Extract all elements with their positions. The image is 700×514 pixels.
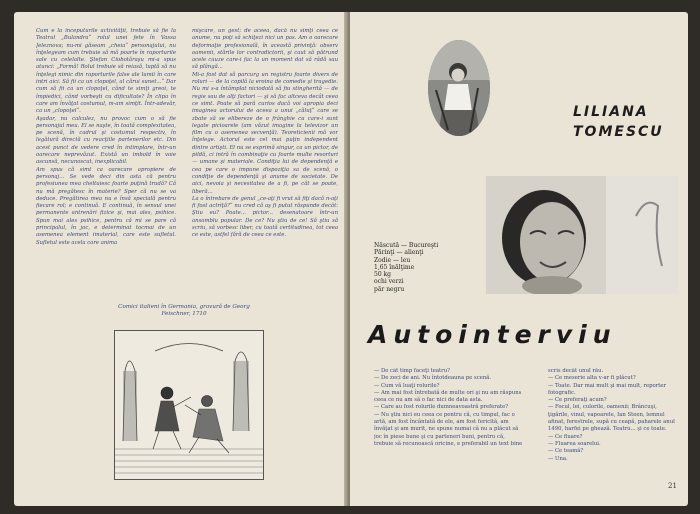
actress-name: [573, 102, 664, 142]
biographical-facts: Născută — Bucureşti Părinţi — alienţi Zodie — leu 1,65 înălţime 50 kg ochi verzi păr negru: [374, 242, 439, 293]
actress-face-photo: [486, 176, 678, 294]
engraving-illustration: [114, 330, 264, 480]
child-portrait-photo: [428, 40, 490, 136]
left-text-column-1: Cum e la începuturile activităţii, trebuie să fie la Teatrul „Bulandra“ rolul unei fete în Vassa Jeleznova; nu-mi găseam „cheia“ personajului, nu înţelegeam cum trebuie să mă poarte în raporturile sale cu celelalte. Ştefan Ciobotăraşu mi-a spus atunci: „Formă! Rolul trebuie să reiasă, luptă să nu înţelegi nimic din raporturile false ale lumii în care intri aici. Să fii ca un clopoţel, al cărui sunet...“ Dar cum să fii ca un clopoţel, când te simţi greoi, te împiedici, când vorbeşti cu dificultate? În clipa în care am învăţat costumul, m-am simţit. Într-adevăr, ca un „clopoţel“. Aşadar, nu calculez, nu provoc cum o să fie personajul meu. El se naşte, în toată complexitatea, pe scenă, în cadrul şi costumul respectiv, în legătură directă cu reacţiile partenerilor etc. Din acest punct de vedere cred în intimplare, într-un oarecare neprevăzut. Există un imbold în voie ascunsă, necunoscut, inexplicabil. Am spus că simt ca oarecare apropiere de personaj... Se vede deci din asta că pentru profesiunea mea cheltuiesc foarte puţină trudă? Că nu mă pregătesc în materie? Sper că nu se va deduce. Pregătirea mea nu e însă specială pentru fiecare rol; e continuă. E continuă, în sensul unei permanente antrenări fizice şi, mai ales, psihice. Spun mai ales psihice, pentru că mi se pare că principalul, în joc, e determinat tocmai de un asemenea element imaterial, care este sufletul. Sufletul este acela care anima: [36, 28, 176, 246]
interview-column-1: — De cât timp faceţi teatru? — De zeci de ani. Nu întotdeauna pe scenă. — Cum vă luaţi rolurile? — Am mai fost întrebată de multe ori şi nu am răspuns ceea ce nu am să o fac nici de data asta. — Care au fost rolurile dumneavoastră preferate? — Nu ştiu nici eu ceea ce pentru că, cu timpul, fac o artă, am fost încântată de ele, am fost fericită, am învăţat şi am murit, ne spune numai că nu a plăcut să joc în piese bune şi cu parteneri buni, pentru că, trebuie să recunoască oricine, e preferabil un text bine: [374, 368, 523, 447]
article-title: Autointerviu: [368, 320, 617, 349]
engraving-caption: Comici italieni în Germania, gravură de Georg Feischner, 1710: [118, 304, 250, 317]
interview-column-2: scris decât unul rău. — Ce meserie alta v-ar fi plăcut? — Toate. Dar mai mult şi mai mult, reporter fotografic. — Ce preferaţi acum? — Focul, lei, culorile, oamenii; Brâncuşi, ţigările, vinul, vapoarele, Ian Steen, lemnul afinat, ferestrele, supă cu ceapă, paharele anul 1490, harfei pe ghează. Teatru... şi ce toate. — Ce fluare? — Fluarea soarelui. — Ce teamă? — Una.: [548, 368, 675, 462]
left-text-column-2: mişcare, un gest; de aceea, dacă nu simţi ceea ce anume, nu poţi să schiţezi nici un pas. Am o oarecare deformaţie profesională, în această privinţă: observ oamenii, stările lor contradictorii, şi caut să pătrund acele cauze care-i fac la un moment dat să râdă sau să plângă... Mi-a fost dat să parcurg un registru foarte divers de roluri — de la copilă la eroina de comedie şi tragedie. Nu mi s-a întâmplat niciodată să fiu stingherită — de regie sau de alţi factori — şi să fac altceva decât ceea ce simt. Poate să pară curios dacă voi apropia deci imaginea actorului de aceea a unui „căluţ“ care se zbate să se elibereze de o frânghie cu care-i sunt legate picioarele (am văzut imagine la televizor un film cu o asemenea secvenţă). Teoreticienii mă vor înţelege. Actorul este cel mai puţin independent dintre artişti. El nu se exprimă singur, ca un pictor, de pildă, ci intră în combinaţie cu foarte multe resorturi — umane şi materiale. Condiţia lui de dependenţă e cea pe care o impune dispoziţia sa de scenă, o condiţie de dependenţă şi anume de societate. De aici, nevoia şi necesitatea de a fi, pe cât se poate, liberă... La o întrebare de genul „ce-aţi fi vrut să fiţi dacă n-aţi fi fost actriţă?“ nu cred că aş fi putut răspunde decât: Ştiu eu? Poate... pictor... desenatoare într-un ansamblu popular. De ce? Nu ştiu de ce! Să ştiu să scriu, să vorbesc liber, cu toată certitudinea, tot ceea ce este, astfel fără de ceea ce este.: [192, 28, 338, 239]
left-page: [14, 12, 347, 506]
right-page: [350, 12, 688, 506]
actress-last-name: TOMESCU: [573, 124, 664, 140]
actress-first-name: LILIANA: [573, 104, 649, 120]
page-number: 21: [668, 482, 677, 490]
